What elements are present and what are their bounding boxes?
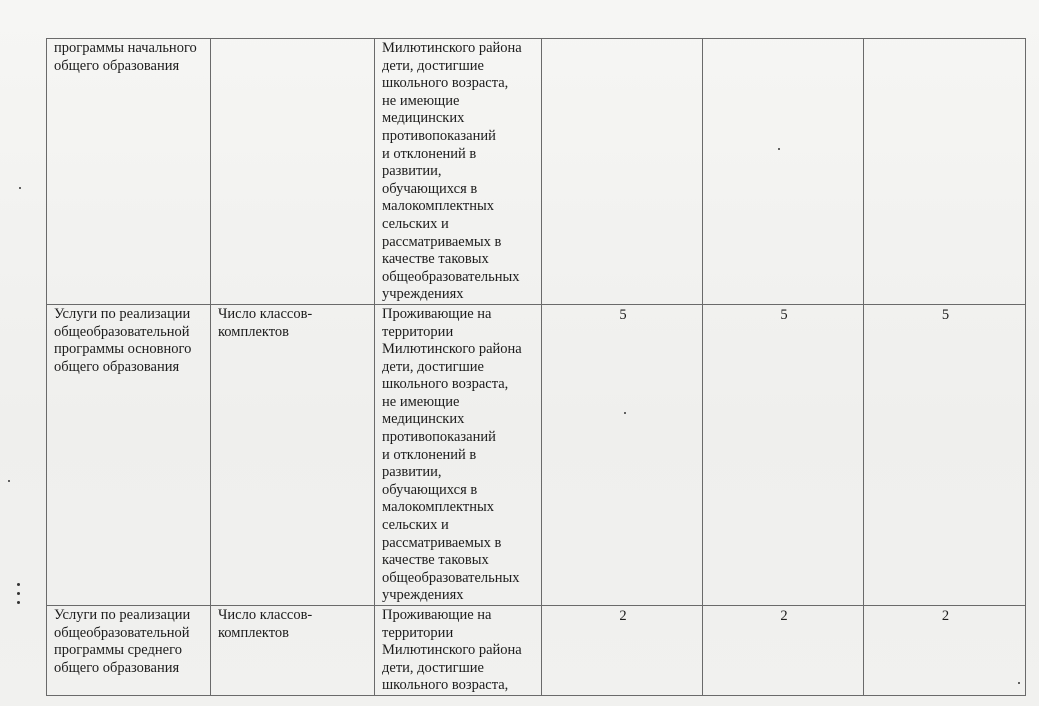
value-3: 2	[941, 608, 950, 624]
service-text: Услуги по реализации общеобразовательной программы среднего общего образования	[54, 607, 191, 676]
indicator-cell	[211, 606, 375, 696]
scan-speck	[19, 187, 21, 189]
value-cell-2	[703, 39, 864, 305]
scan-speck	[8, 480, 10, 482]
services-table	[46, 38, 1026, 696]
indicator-cell	[211, 39, 375, 305]
value-cell-2	[703, 304, 864, 605]
scan-speck	[17, 583, 20, 586]
consumers-text: Милютинского района дети, достигшие школьного возраста, не имеющие медицинских противопоказаний и отклонений в развитии, обучающихся в малокомплектных сельских и рассматриваемых в качестве таковых общеобразовательных учреждениях	[382, 40, 522, 303]
value-1: 5	[619, 306, 627, 323]
consumers-cell	[375, 39, 542, 305]
table-row	[47, 39, 1026, 305]
service-text: программы начального общего образования	[54, 40, 197, 74]
value-cell-1	[542, 606, 703, 696]
scan-speck	[17, 601, 20, 604]
value-1: 2	[619, 608, 627, 624]
value-3: 5	[941, 306, 950, 323]
service-cell	[47, 606, 211, 696]
indicator-cell	[211, 304, 375, 605]
indicator-text: Число классов- комплектов	[218, 305, 313, 340]
scan-speck	[1018, 682, 1020, 684]
value-cell-1	[542, 39, 703, 305]
consumers-text: Проживающие на территории Милютинского района дети, достигшие школьного возраста,	[382, 607, 522, 694]
consumers-cell	[375, 606, 542, 696]
consumers-text: Проживающие на территории Милютинского района дети, достигшие школьного возраста, не имеющие медицинских противопоказаний и отклонений в развитии, обучающихся в малокомплектных сельских и рассматриваемых в качестве таковых общеобразовательных учреждениях	[382, 305, 522, 604]
value-cell-3	[864, 606, 1026, 696]
value-cell-2	[703, 606, 864, 696]
value-2: 2	[780, 608, 788, 624]
value-cell-3	[864, 39, 1026, 305]
table-row	[47, 606, 1026, 696]
value-cell-1	[542, 304, 703, 605]
service-cell	[47, 304, 211, 605]
service-cell	[47, 39, 211, 305]
consumers-cell	[375, 304, 542, 605]
indicator-text: Число классов- комплектов	[218, 607, 313, 641]
scan-speck	[778, 148, 780, 150]
table-row	[47, 304, 1026, 605]
service-text: Услуги по реализации общеобразовательной программы основного общего образования	[54, 305, 192, 375]
value-cell-3	[864, 304, 1026, 605]
scan-speck	[624, 412, 626, 414]
scan-speck	[17, 592, 20, 595]
value-2: 5	[780, 306, 788, 323]
